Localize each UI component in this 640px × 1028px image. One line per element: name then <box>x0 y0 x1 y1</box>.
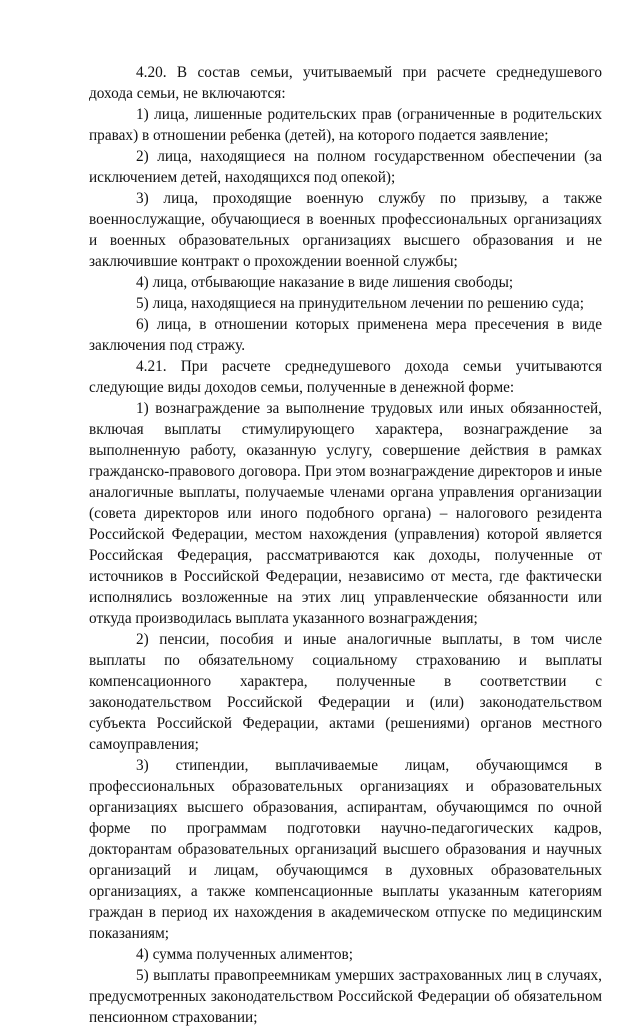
paragraph-4-21-item-5: 5) выплаты правопреемникам умерших застрахованных лиц в случаях, предусмотренных законодательством Российской Федерации об обязательном пенсионном страховании; <box>89 967 602 1026</box>
paragraph-4-20-item-2: 2) лица, находящиеся на полном государственном обеспечении (за исключением детей, находящихся под опекой); <box>89 148 602 186</box>
paragraph-4-20-item-4: 4) лица, отбывающие наказание в виде лишения свободы; <box>136 274 514 291</box>
paragraph-4-21-item-2: 2) пенсии, пособия и иные аналогичные выплаты, в том числе выплаты по обязательному социальному страхованию и выплаты компенсационного характера, полученные в соответствии с законодательством Российской Федерации и (или) законодательством субъекта Российской Федерации, актами (решениями) органов местного самоуправления; <box>89 631 602 753</box>
paragraph-4-21-item-4: 4) сумма полученных алиментов; <box>136 946 353 963</box>
paragraph-4-20-item-1: 1) лица, лишенные родительских прав (ограниченные в родительских правах) в отношении ребенка (детей), на которого подается заявление; <box>89 106 602 144</box>
paragraph-4-20-item-3: 3) лица, проходящие военную службу по призыву, а также военнослужащие, обучающиеся в военных профессиональных организациях и военных образовательных организациях высшего образования и не заключившие контракт о прохождении военной службы; <box>89 190 602 270</box>
document-page <box>89 62 602 1028</box>
paragraph-4-20-item-5: 5) лица, находящиеся на принудительном лечении по решению суда; <box>136 295 584 312</box>
paragraph-4-20-heading: 4.20. В состав семьи, учитываемый при расчете среднедушевого дохода семьи, не включаются: <box>89 64 602 102</box>
paragraph-4-21-item-1: 1) вознаграждение за выполнение трудовых или иных обязанностей, включая выплаты стимулирующего характера, вознаграждение за выполненную работу, оказанную услугу, совершение действия в рамках гражданско-правового договора. При этом вознаграждение директоров и иные аналогичные выплаты, получаемые членами органа управления организации (совета директоров или иного подобного органа) – налогового резидента Российской Федерации, местом нахождения (управления) которой является Российская Федерация, рассматриваются как доходы, полученные от источников в Российской Федерации, независимо от места, где фактически исполнялись возложенные на этих лиц управленческие обязанности или откуда производилась выплата указанного вознаграждения; <box>89 400 602 627</box>
paragraph-4-20-item-6: 6) лица, в отношении которых применена мера пресечения в виде заключения под стражу. <box>89 316 602 354</box>
paragraph-4-21-item-3: 3) стипендии, выплачиваемые лицам, обучающимся в профессиональных образовательных организациях и образовательных организациях высшего образования, аспирантам, обучающимся по очной форме по программам подготовки научно-педагогических кадров, докторантам образовательных организаций высшего образования и научных организаций и лицам, обучающимся в духовных образовательных организациях, а также компенсационные выплаты указанным категориям граждан в период их нахождения в академическом отпуске по медицинским показаниям; <box>89 757 602 942</box>
paragraph-4-21-heading: 4.21. При расчете среднедушевого дохода семьи учитываются следующие виды доходов семьи, полученные в денежной форме: <box>89 358 602 396</box>
